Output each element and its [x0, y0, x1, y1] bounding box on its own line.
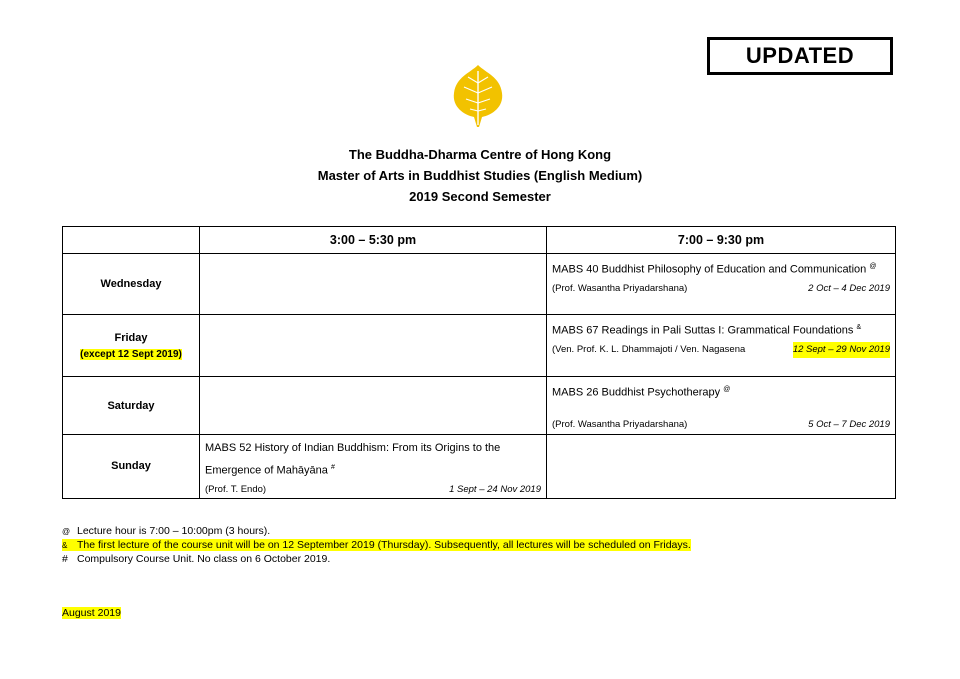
footnote-lecture-hours: [62, 525, 270, 538]
lecturer: (Prof. Wasantha Priyadarshana): [552, 282, 688, 294]
course-cell: [547, 315, 896, 377]
course-cell: [547, 377, 896, 435]
footnote-first-lecture: [62, 539, 691, 552]
footnote-mark: #: [62, 553, 68, 565]
centre-name: The Buddha-Dharma Centre of Hong Kong: [348, 147, 612, 162]
day-label: Friday: [114, 331, 148, 344]
day-sunday: Sunday: [63, 435, 200, 499]
day-saturday: Saturday: [63, 377, 200, 435]
document-date: August 2019: [62, 607, 121, 619]
afternoon-slot-header: 3:00 – 5:30 pm: [200, 227, 547, 254]
programme-name: Master of Arts in Buddhist Studies (English Medium): [317, 168, 643, 183]
course-mark: @: [869, 263, 877, 270]
course-dates: 5 Oct – 7 Dec 2019: [808, 419, 890, 430]
course-dates: 2 Oct – 4 Dec 2019: [808, 282, 890, 294]
footnote-compulsory: [62, 553, 330, 566]
blank-header-cell: [63, 227, 200, 254]
footnote-text: The first lecture of the course unit will be on 12 September 2019 (Thursday). Subsequently, all lectures will be scheduled on Fridays.: [77, 539, 691, 551]
course-dates: 12 Sept – 29 Nov 2019: [793, 342, 890, 358]
course-title: MABS 40 Buddhist Philosophy of Education and Communication: [552, 263, 867, 276]
lecturer: (Ven. Prof. K. L. Dhammajoti / Ven. Nagasena: [552, 343, 746, 355]
semester-name: 2019 Second Semester: [409, 189, 551, 204]
table-row: [63, 377, 896, 435]
bodhi-leaf-logo-icon: [452, 63, 504, 129]
empty-cell: [200, 315, 547, 377]
day-friday: [63, 315, 200, 377]
empty-cell: [200, 254, 547, 315]
footnote-mark: @: [62, 527, 71, 536]
course-dates: 1 Sept – 24 Nov 2019: [449, 483, 541, 495]
day-exception-note: (except 12 Sept 2019): [80, 348, 182, 360]
course-mark: @: [723, 386, 731, 393]
table-row: [63, 254, 896, 315]
course-cell: [200, 435, 547, 499]
course-cell: [547, 254, 896, 315]
day-wednesday: Wednesday: [63, 254, 200, 315]
evening-slot-header: 7:00 – 9:30 pm: [547, 227, 896, 254]
footnote-text: Lecture hour is 7:00 – 10:00pm (3 hours).: [77, 525, 271, 537]
table-row: [63, 435, 896, 499]
course-title: MABS 26 Buddhist Psychotherapy: [552, 386, 721, 399]
updated-badge: UPDATED: [707, 37, 893, 75]
lecturer: (Prof. T. Endo): [205, 483, 267, 495]
empty-cell: [200, 377, 547, 435]
empty-cell: [547, 435, 896, 499]
footnote-mark: &: [62, 541, 68, 550]
lecturer: (Prof. Wasantha Priyadarshana): [552, 419, 688, 430]
table-row: [63, 315, 896, 377]
course-title: MABS 52 History of Indian Buddhism: From its Origins to the Emergence of Mahāyāna: [205, 442, 501, 477]
table-header-row: [63, 227, 896, 254]
footnote-text: Compulsory Course Unit. No class on 6 October 2019.: [77, 553, 331, 565]
course-mark: #: [330, 464, 335, 471]
course-mark: &: [856, 324, 862, 331]
schedule-table: [62, 226, 896, 499]
course-title: MABS 67 Readings in Pali Suttas I: Grammatical Foundations: [552, 324, 854, 337]
